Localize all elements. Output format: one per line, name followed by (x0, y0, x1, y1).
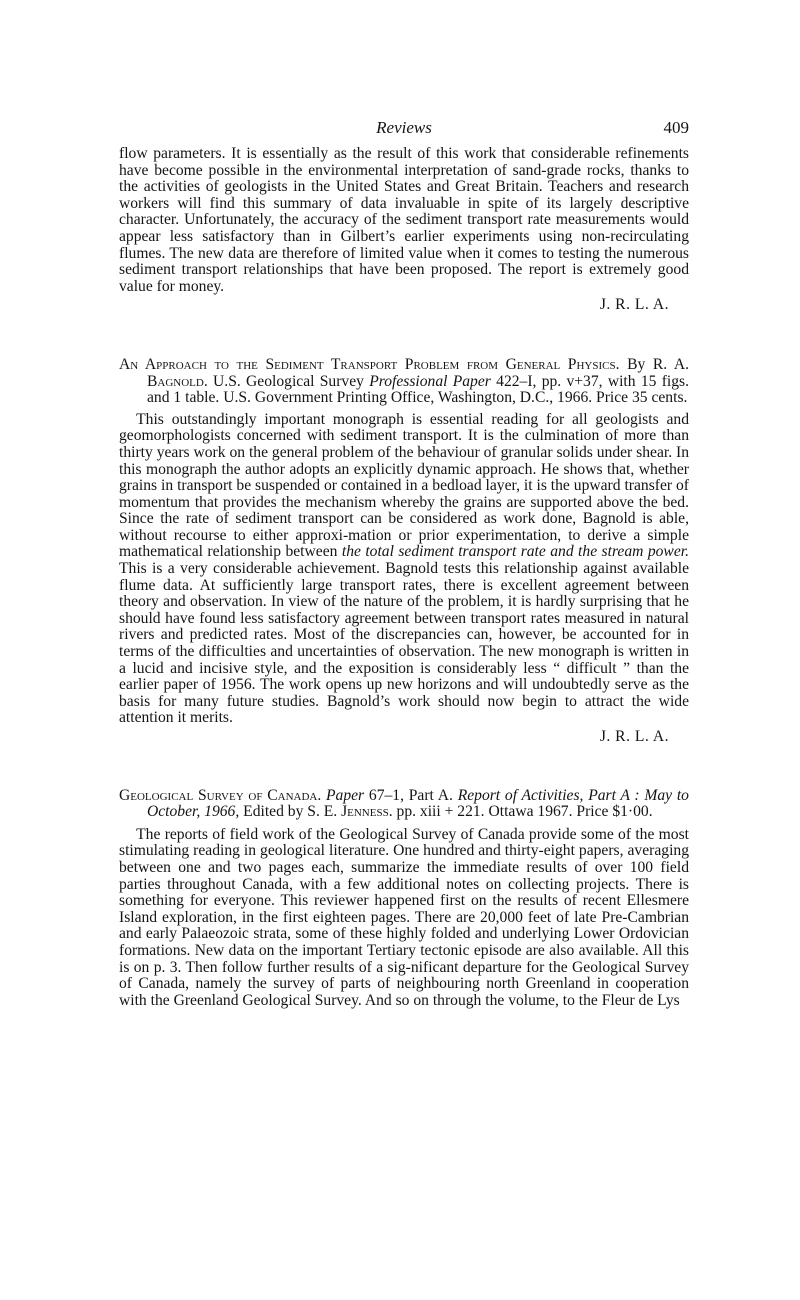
review-2-signature: J. R. L. A. (599, 728, 669, 745)
review-3-title: Geological Survey of Canada. (119, 786, 322, 804)
review-3-editor: Jenness. (341, 803, 393, 821)
review-2-title: An Approach to the Sediment Transport Problem from General Physics. (119, 355, 620, 373)
review-2-body (119, 412, 689, 727)
page (119, 118, 689, 1009)
review-3-citation (119, 788, 689, 821)
review-3-details: pp. xiii + 221. Ottawa 1967. Price $1·00. (396, 803, 653, 821)
running-head (119, 118, 689, 146)
review-3-paper-rest: 67–1, Part A. (368, 786, 453, 804)
review-3-report-title: Report of Activities, Part A : May to October, 1966, (147, 786, 689, 821)
review-2-by: By (627, 355, 646, 373)
review-2-details: 422–I, pp. v+37, with 15 figs. and 1 table. U.S. Government Printing Office, Washington, D.C., 1966. Price 35 cents. (147, 372, 689, 407)
page-number: 409 (663, 118, 689, 137)
review-2-citation (119, 357, 689, 407)
review-3-edited-by: Edited by S. E. (243, 803, 338, 821)
review-2-series: Professional Paper (369, 372, 491, 390)
review-3-body: The reports of field work of the Geological Survey of Canada provide some of the most stimulating reading in geological literature. One hundred and thirty-eight papers, averaging between one and two pages each, summarize the immediate results of over 100 field parties throughout Canada, with a few additional notes on collecting projects. There is something for everyone. This reviewer happened first on the results of recent Ellesmere Island exploration, in the first eighteen pages. There are 20,000 feet of late Pre-Cambrian and early Palaeozoic strata, some of these highly folded and underlying Lower Ordovician formations. New data on the important Tertiary tectonic episode are also available. All this is on p. 3. Then follow further results of a sig-nificant departure for the Geological Survey of Canada, namely the survey of parts of neighbouring north Greenland in cooperation with the Greenland Geological Survey. And so on through the volume, to the Fleur de Lys (119, 825, 689, 1009)
review-1-signature: J. R. L. A. (599, 296, 669, 314)
review-3-paper-label: Paper (326, 786, 365, 804)
review-2-text-part-2: This is a very considerable achievement. Bagnold tests this relationship against available flume data. At sufficiently large transport rates, there is excellent agreement between theory and observation. In view of the nature of the problem, it is hardly surprising that he should have found less satisfactory agreement between transport rates measured in natural rivers and predicted rates. Most of the discrepancies can, however, be accounted for in terms of the difficulties and uncertainties of observation. The new monograph is written in a lucid and incisive style, and the exposition is considerably less “ difficult ” than the earlier paper of 1956. The work opens up new horizons and will undoubtedly serve as the basis for many future studies. Bagnold’s work should now begin to attract the wide attention it merits. (119, 560, 689, 727)
review-2-text-part-1: This outstandingly important monograph is essential reading for all geologists and geomorphologists concerned with sediment transport. It is the culmination of more than thirty years work on the general problem of the behaviour of granular solids under shear. In this monograph the author adopts an explicitly dynamic approach. He shows that, whether grains in transport be suspended or contained in a bedload layer, it is the upward transfer of momentum that provides the mechanism whereby the grains are supported above the bed. Since the rate of sediment transport can be considered as work done, Bagnold is able, without recourse to either approxi-mation or prior experimentation, to derive a simple mathematical relationship between (119, 410, 689, 561)
review-2-italic-phrase: the total sediment transport rate and the stream power. (341, 543, 689, 561)
review-2-publisher: U.S. Geological Survey (213, 372, 364, 390)
review-1-body: flow parameters. It is essentially as the result of this work that considerable refinements have become possible in the environmental interpretation of sand-grade rocks, thanks to the activities of geologists in the United States and Great Britain. Teachers and research workers will find this summary of data invaluable in spite of its largely descriptive character. Unfortunately, the accuracy of the sediment transport rate measurements would appear less satisfactory than in Gilbert’s earlier experiments using non-recirculating flumes. The new data are therefore of limited value when it comes to testing the numerous sediment transport relationships that have been proposed. The report is extremely good value for money. (119, 145, 689, 295)
running-head-title: Reviews (376, 118, 432, 137)
review-2-author: R. A. Bagnold. (147, 355, 689, 390)
